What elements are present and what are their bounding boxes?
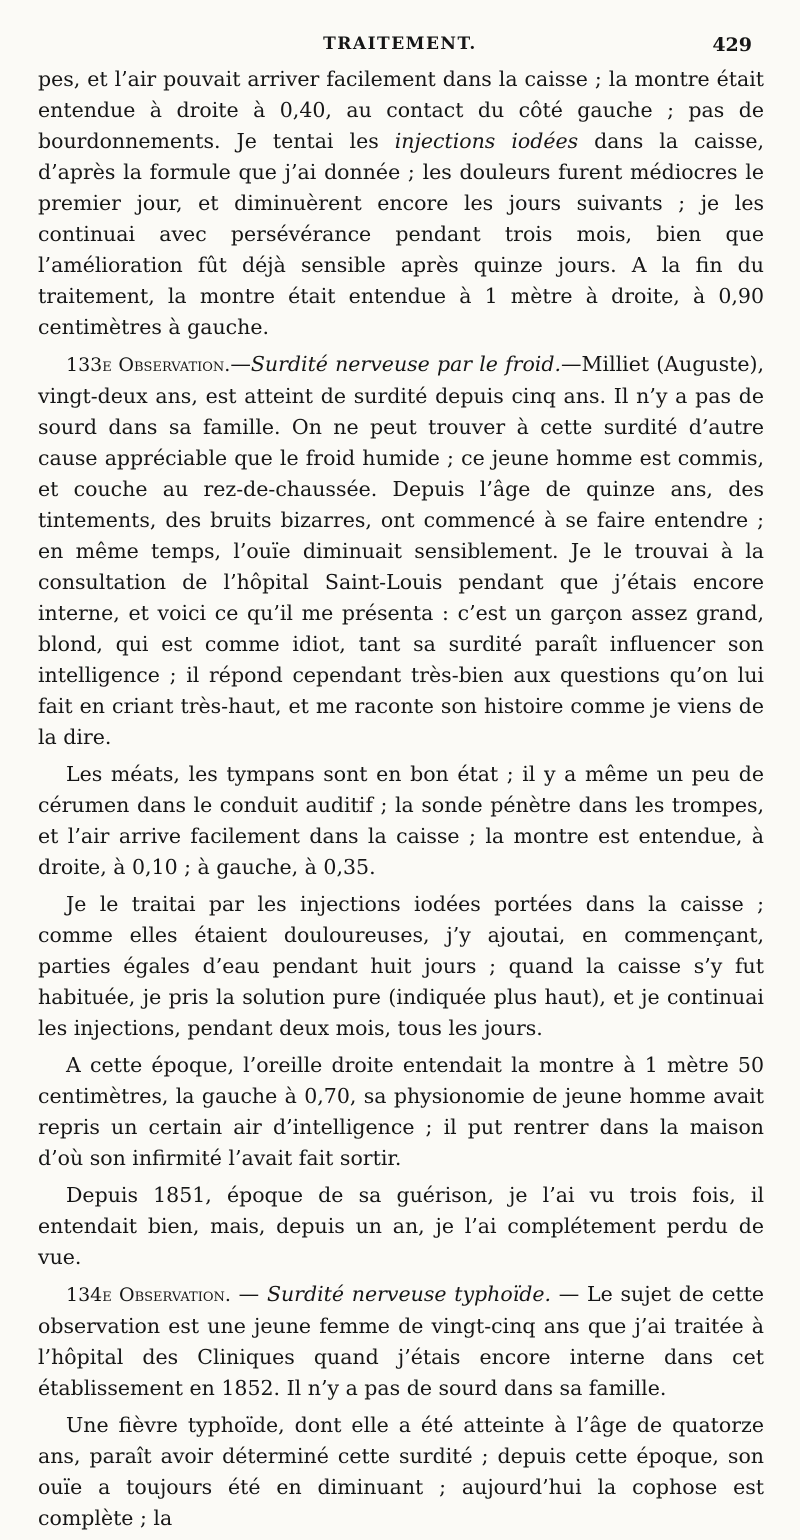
page-number: 429 <box>712 34 752 56</box>
observation-dash: — <box>230 1282 267 1306</box>
observation-text: —Milliet (Auguste), vingt-deux ans, est atteint de surdité depuis cinq ans. Il n’y a pas de sourd dans sa famille. On ne peut trouver à cette surdité d’autre cause appréciable que le froid humide ; ce jeune homme est commis, et couche au rez-de-chaussée. Depuis l’âge de quinze ans, des tintements, des bruits bizarres, ont commencé à se faire entendre ; en même temps, l’ouïe diminuait sensiblement. Je le trouvai à la consultation de l’hôpital Saint-Louis pendant que j’étais encore interne, et voici ce qu’il me présenta : c’est un garçon assez grand, blond, qui est comme idiot, tant sa surdité paraît influencer son intelligence ; il répond cependant très-bien aux questions qu’on lui fait en criant très-haut, et me raconte son histoire comme je viens de la dire. <box>38 352 764 749</box>
observation-title: Surdité nerveuse par le froid. <box>250 352 562 376</box>
body-text <box>38 64 764 1540</box>
paragraph: A cette époque, l’oreille droite entendait la montre à 1 mètre 50 centimètres, la gauche à 0,70, sa physionomie de jeune homme avait repris un certain air d’intelligence ; il put rentrer dans la maison d’où son infirmité l’avait fait sortir. <box>38 1053 764 1170</box>
paragraph: Depuis 1851, époque de sa guérison, je l’ai vu trois fois, il entendait bien, mais, depuis un an, je l’ai complétement perdu de vue. <box>38 1183 764 1269</box>
paragraph-continuation <box>38 64 764 343</box>
observation-title: Surdité nerveuse typhoïde. <box>266 1282 552 1306</box>
running-head: TRAITEMENT. <box>323 34 477 54</box>
paragraph: Les méats, les tympans sont en bon état ; il y a même un peu de cérumen dans le conduit auditif ; la sonde pénètre dans les trompes, et l’air arrive facilement dans la caisse ; la montre est entendue, à droite, à 0,10 ; à gauche, à 0,35. <box>38 762 764 879</box>
observation-133 <box>38 349 764 753</box>
emphasis-text: injections iodées <box>394 129 579 153</box>
observation-text: — Le sujet de cette observation est une jeune femme de vingt-cinq ans que j’ai traitée à l’hôpital des Cliniques quand j’étais encore interne dans cet établissement en 1852. Il n’y a pas de sourd dans sa famille. <box>38 1282 764 1400</box>
paragraph-text: dans la caisse, d’après la formule que j’ai donnée ; les douleurs furent médiocres le premier jour, et diminuèrent encore les jours suivants ; je les continuai avec persévérance pendant trois mois, bien que l’amélioration fût déjà sensible après quinze jours. A la fin du traitement, la montre était entendue à 1 mètre à droite, à 0,90 centimètres à gauche. <box>38 129 764 339</box>
paragraph: Je le traitai par les injections iodées portées dans la caisse ; comme elles étaient douloureuses, j’y ajoutai, en commençant, parties égales d’eau pendant huit jours ; quand la caisse s’y fut habituée, je pris la solution pure (indiquée plus haut), et je continuai les injections, pendant deux mois, tous les jours. <box>38 892 764 1040</box>
observation-label: 133e Observation. <box>66 354 231 376</box>
paragraph: Une fièvre typhoïde, dont elle a été atteinte à l’âge de quatorze ans, paraît avoir déterminé cette surdité ; depuis cette époque, son ouïe a toujours été en diminuant ; aujourd’hui la cophose est complète ; la <box>38 1413 764 1530</box>
observation-label: 134e Observation. <box>66 1284 231 1306</box>
page-header <box>38 34 762 64</box>
observation-dash: — <box>230 352 251 376</box>
paragraph-text: pes, et l’air pouvait arriver facilement dans la caisse ; la montre était entendue à droite à 0,40, au contact du côté gauche ; pas de bourdonnements. Je tentai les <box>38 67 764 153</box>
observation-134 <box>38 1279 764 1404</box>
